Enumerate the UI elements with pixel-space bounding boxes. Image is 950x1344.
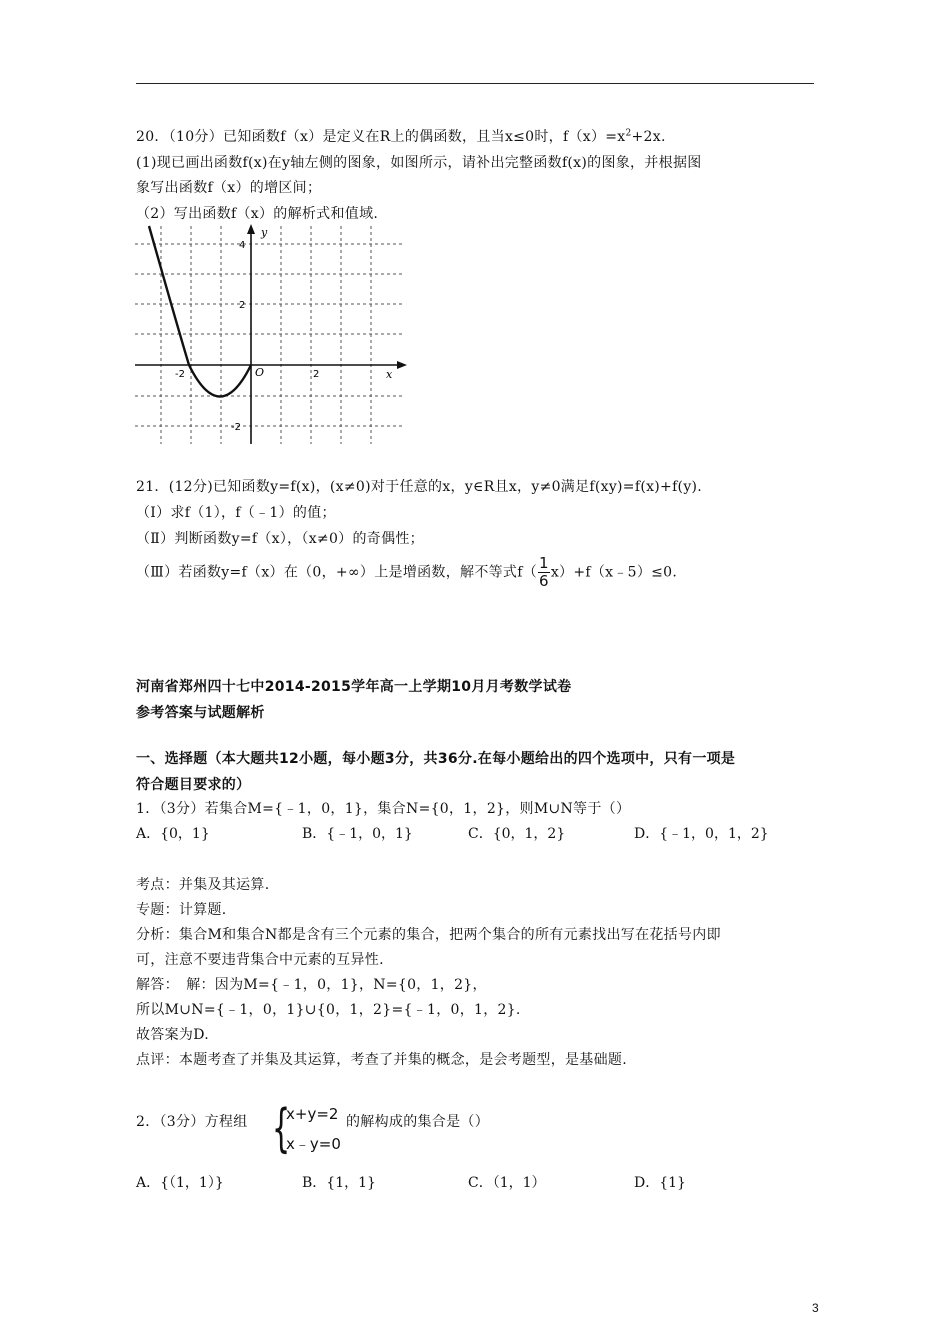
q1-dianping: 点评：本题考查了并集及其运算，考查了并集的概念，是会考题型，是基础题.	[136, 1052, 627, 1068]
q1-fenxi-1: 分析：集合M和集合N都是含有三个元素的集合，把两个集合的所有元素找出写在花括号内即	[136, 927, 721, 943]
page-number: 3	[812, 1301, 819, 1315]
q2-stem-post: 的解构成的集合是（）	[346, 1114, 489, 1130]
tick-x-2: 2	[313, 369, 320, 380]
q21-line4: （Ⅲ）若函数y=f（x）在（0，+∞）上是增函数，解不等式f（ $\frac{1}{6}$ x）+f（x﹣5）≤0.	[136, 554, 678, 590]
q1-jieda-1: 解答： 解：因为M={﹣1，0，1}，N={0，1，2}，	[136, 977, 487, 993]
tick-y-2: 2	[239, 300, 246, 311]
q21-line1: 21．(12分)已知函数y=f(x)，(x≠0)对于任意的x，y∈R且x，y≠0满足f(xy)=f(x)+f(y).	[136, 479, 703, 495]
fraction-one-sixth: $\frac{1}{6}$	[539, 554, 549, 590]
equation-system	[272, 1099, 352, 1161]
q2-option-a: A．{（1，1）}	[136, 1175, 224, 1191]
left-brace: {	[272, 1099, 291, 1159]
q20-line4: （2）写出函数f（x）的解析式和值域.	[136, 206, 379, 222]
answer-title: 河南省郑州四十七中2014-2015学年高一上学期10月月考数学试卷	[136, 679, 572, 695]
header-rule	[136, 83, 814, 84]
q1-option-c: C．{0，1，2}	[468, 826, 566, 842]
answer-subtitle: 参考答案与试题解析	[136, 705, 265, 721]
q1-option-b: B．{﹣1，0，1}	[302, 826, 413, 842]
q2-stem-pre: 2．（3分）方程组	[136, 1114, 248, 1130]
q1-stem: 1．（3分）若集合M={﹣1，0，1}，集合N={0，1，2}，则M∪N等于（）	[136, 801, 631, 817]
origin-label: O	[255, 366, 265, 379]
tick-y-neg2: -2	[231, 422, 241, 433]
q2-option-b: B．{1，1}	[302, 1175, 376, 1191]
q20-line2: (1)现已画出函数f(x)在y轴左侧的图象，如图所示，请补出完整函数f(x)的图象，并根据图	[136, 155, 702, 171]
q20-line1: 20．（10分）已知函数f（x）是定义在R上的偶函数，且当x≤0时，$f(x)=x^2+2x$.	[136, 128, 666, 145]
q2-option-d: D．{1}	[634, 1175, 686, 1191]
q2-option-c: C．（1，1）	[468, 1175, 546, 1191]
section1-line2: 符合题目要求的）	[136, 777, 251, 793]
q1-jieda-3: 故答案为D.	[136, 1027, 209, 1043]
function-graph	[131, 222, 411, 448]
q21-line3: （Ⅱ）判断函数y=f（x），（x≠0）的奇偶性；	[136, 531, 424, 547]
q1-kaodian: 考点：并集及其运算.	[136, 877, 270, 893]
x-label: x	[386, 368, 393, 381]
equation-2: x﹣y=0	[286, 1135, 341, 1153]
q1-zhuanti: 专题：计算题.	[136, 902, 227, 918]
q1-jieda-2: 所以M∪N={﹣1，0，1}∪{0，1，2}={﹣1，0，1，2}.	[136, 1002, 521, 1018]
q20-line3: 象写出函数f（x）的增区间；	[136, 180, 322, 196]
curve-left	[149, 226, 251, 397]
tick-x-neg2: -2	[175, 369, 185, 380]
y-label: y	[261, 226, 268, 239]
equation-1: x+y=2	[286, 1105, 339, 1123]
section1-line1: 一、选择题（本大题共12小题，每小题3分，共36分.在每小题给出的四个选项中，只有一项是	[136, 751, 736, 767]
tick-y-4: 4	[239, 240, 246, 251]
q1-option-d: D．{﹣1，0，1，2}	[634, 826, 769, 842]
q1-option-a: A．{0，1}	[136, 826, 210, 842]
q1-fenxi-2: 可，注意不要违背集合中元素的互异性.	[136, 952, 384, 968]
q21-line2: （Ⅰ）求f（1），f（﹣1）的值；	[136, 505, 336, 521]
